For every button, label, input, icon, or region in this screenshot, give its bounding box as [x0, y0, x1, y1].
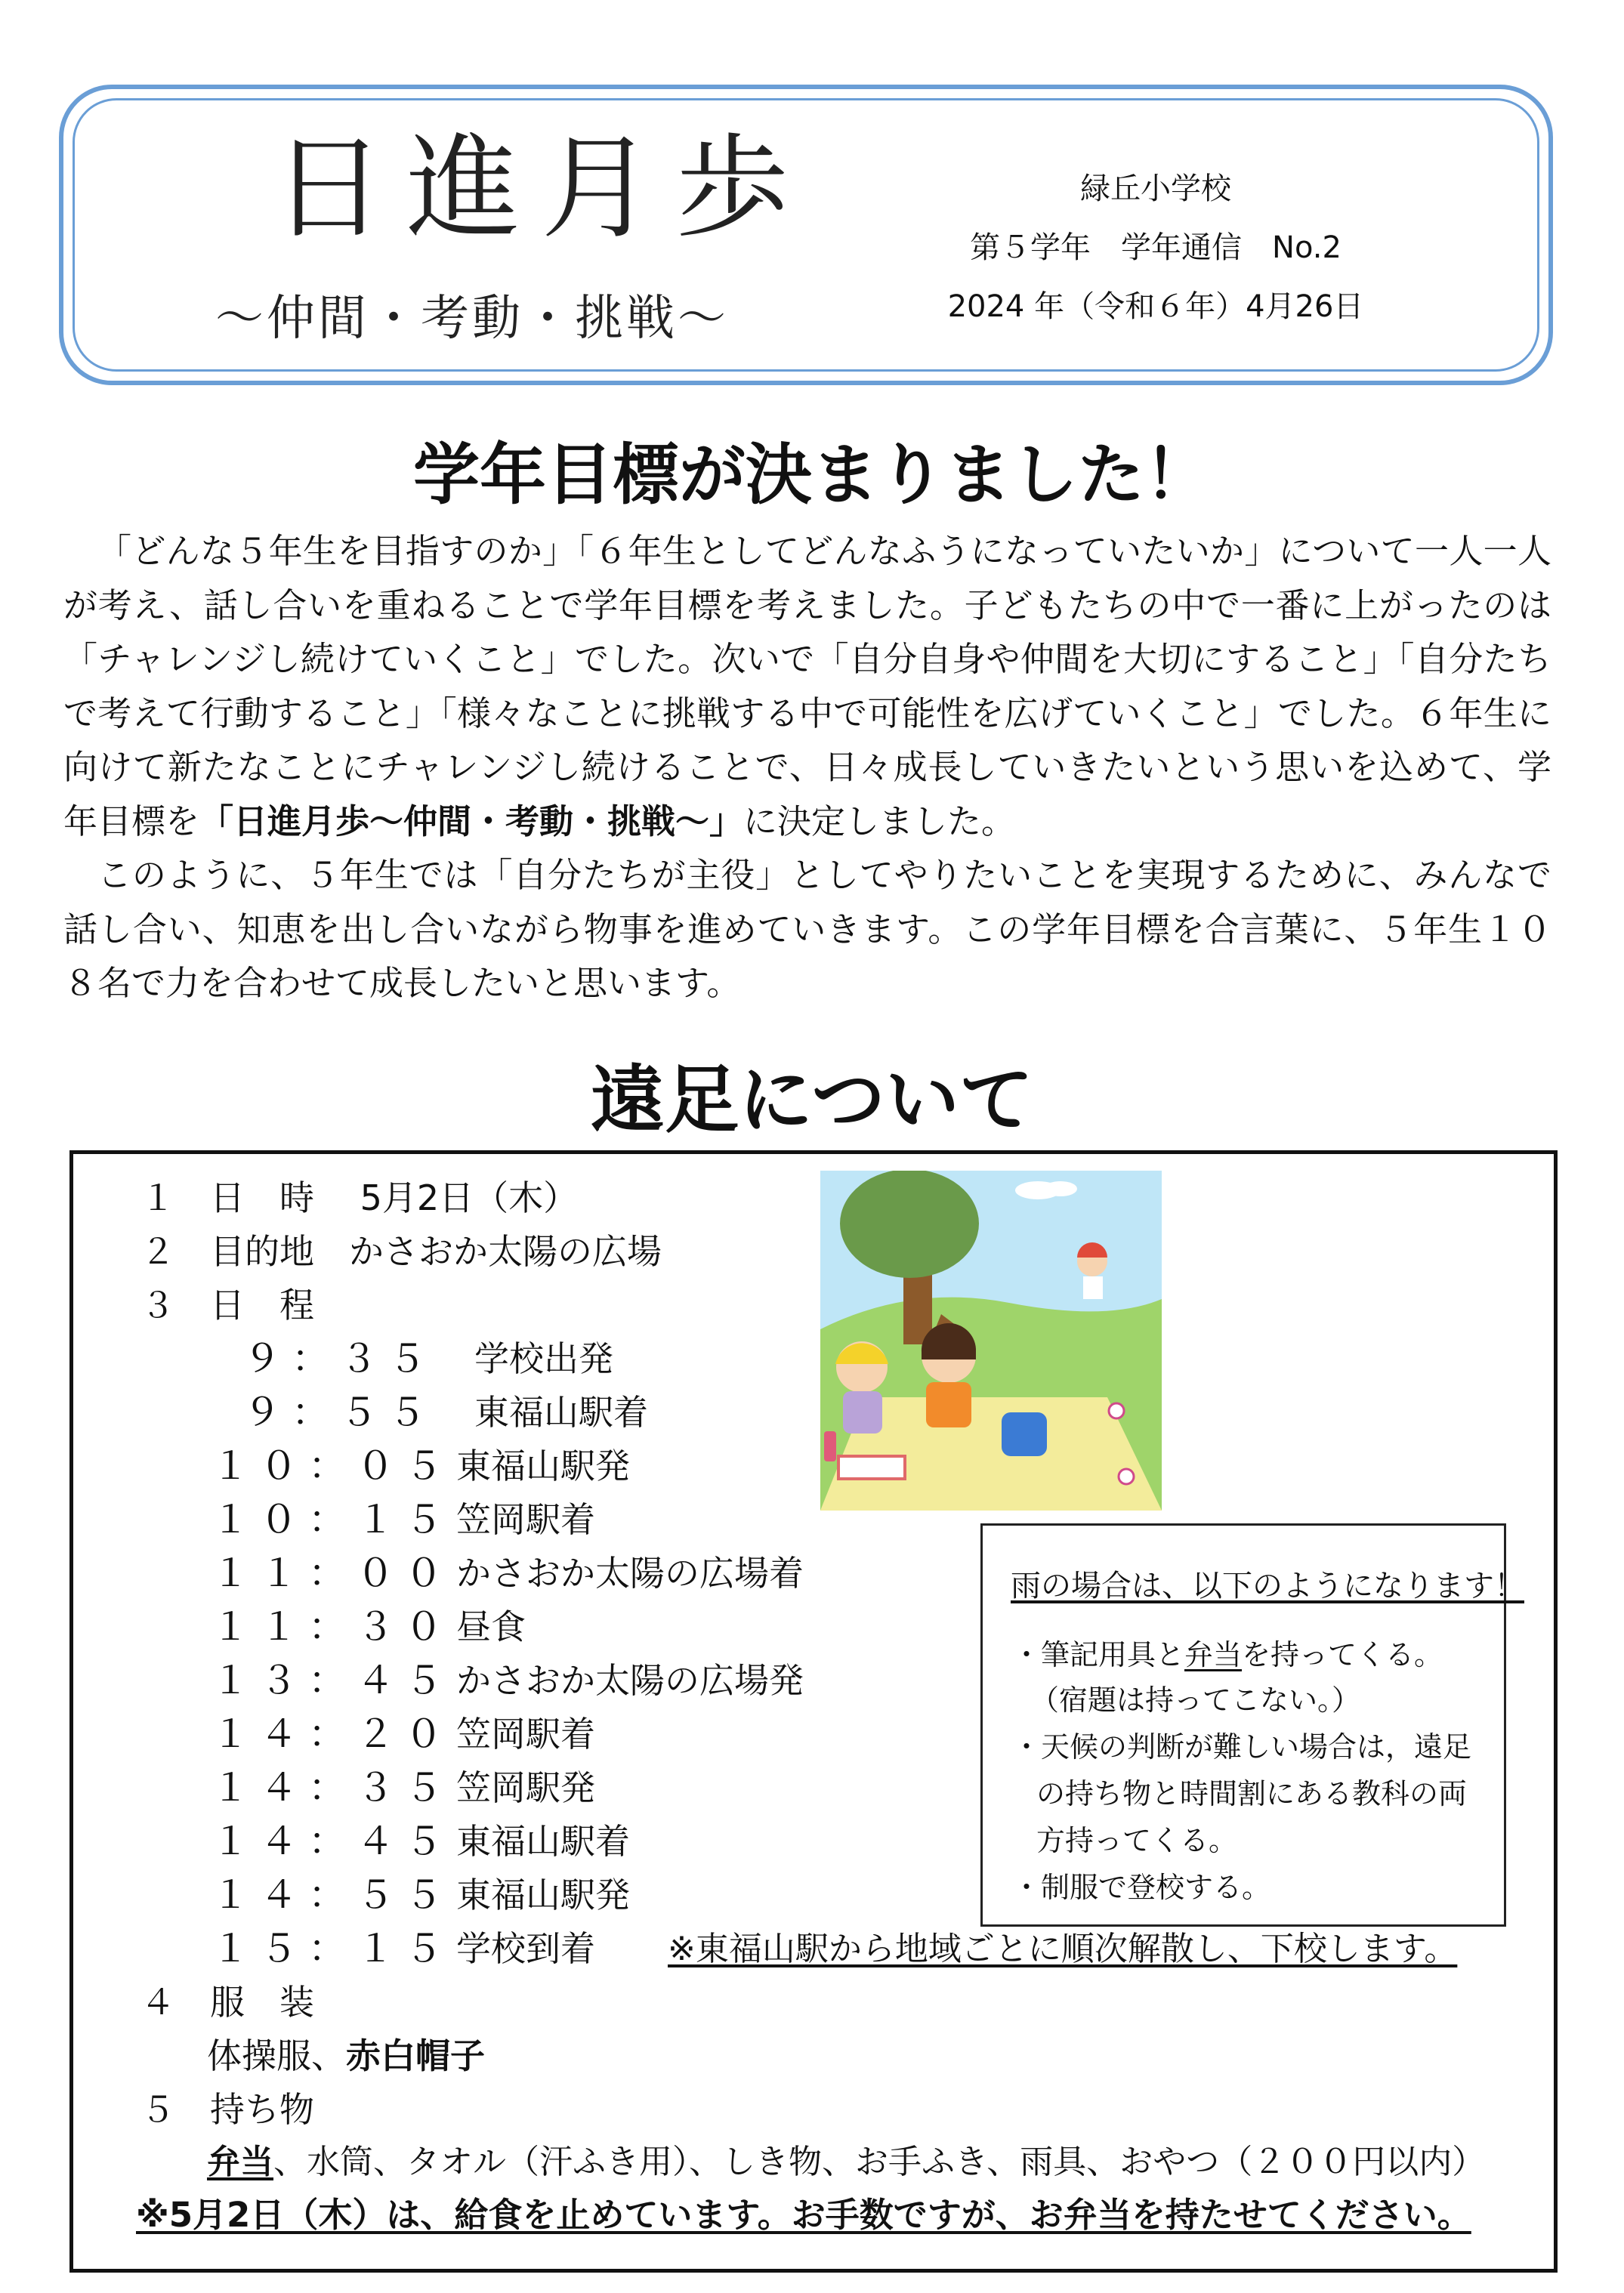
- schedule-time: １４：２０: [211, 1712, 453, 1756]
- schedule-event: かさおか太陽の広場発: [456, 1660, 804, 1701]
- schedule-time: ９：５５: [243, 1390, 437, 1434]
- schedule-time: １４：５５: [211, 1873, 453, 1917]
- schedule-event: 学校到着: [456, 1928, 595, 1969]
- clothing-text: 体操服、: [207, 2035, 346, 2076]
- rain-item-3: ・制服で登校する。: [1012, 1871, 1271, 1904]
- goal-name-bold: 「日進月歩～仲間・考動・挑戦～」: [199, 801, 744, 841]
- schedule-event: 東福山駅着: [456, 1821, 630, 1862]
- items-bento: 弁当: [207, 2143, 273, 2181]
- goal-heading: 学年目標が決まりました！: [412, 436, 1211, 514]
- schedule-event: 笠岡駅着: [456, 1499, 595, 1540]
- rain-item-1-bento: 弁当: [1184, 1638, 1243, 1671]
- schedule-time: １０：０５: [211, 1444, 453, 1488]
- schedule-event: 東福山駅発: [456, 1446, 630, 1486]
- schedule-time: １０：１５: [211, 1498, 453, 1542]
- issue-date: 2024 年（令和６年）4月26日: [947, 289, 1364, 324]
- excursion-heading: 遠足について: [590, 1057, 1034, 1143]
- picnic-illustration: [820, 1171, 1162, 1511]
- schedule-time: １４：３５: [211, 1766, 453, 1810]
- excursion-destination: ２ 目的地 かさおか太陽の広場: [140, 1231, 662, 1272]
- rain-item-1-c: を持ってくる。: [1242, 1638, 1443, 1671]
- excursion-date: １ 日 時 5月2日（木）: [140, 1177, 579, 1218]
- schedule-event: かさおか太陽の広場着: [456, 1553, 804, 1594]
- schedule-event: 昼食: [456, 1606, 526, 1647]
- schedule-event: 笠岡駅発: [456, 1767, 595, 1808]
- rain-item-1: [1012, 1640, 1443, 1669]
- rain-item-1-a: ・筆記用具と: [1012, 1638, 1185, 1671]
- school-name: 緑丘小学校: [1080, 171, 1231, 206]
- clothing-cap: 赤白帽子: [346, 2035, 485, 2076]
- goal-paragraph-2: このように、５年生では「自分たちが主役」としてやりたいことを実現するために、みんなで話し合い、知恵を出し合いながら物事を進めていきます。この学年目標を合言葉に、５年生１０８名で力を合わせて成長したいと思います。: [63, 855, 1551, 1003]
- schedule-time: ９：３５: [243, 1337, 437, 1381]
- dismissal-note: ※東福山駅から地域ごとに順次解散し、下校します。: [668, 1930, 1458, 1968]
- goal-paragraph-1-text: 「どんな５年生を目指すのか」「６年生としてどんなふうになっていたいか」について一人一人が考え、話し合いを重ねることで学年目標を考えました。子どもたちの中で一番に上がったのは「チャレンジし続けていくこと」でした。次いで「自分自身や仲間を大切にすること」「自分たちで考えて行動すること」「様々なことに挑戦する中で可能性を広げていくこと」でした。６年生に向けて新たなことにチャレンジし続けることで、日々成長していきたいという思いを込めて、学年目標を: [63, 531, 1551, 841]
- schedule-time: １５：１５: [211, 1927, 453, 1970]
- school-info: [944, 171, 1367, 350]
- schedule-time: １３：４５: [211, 1659, 453, 1702]
- rain-title: 雨の場合は、以下のようになります！: [1011, 1569, 1524, 1603]
- rain-item-2-line-2: の持ち物と時間割にある教科の両: [1036, 1777, 1468, 1810]
- items-list: [207, 2143, 1486, 2181]
- rain-item-1-note: （宿題は持ってこない。）: [1030, 1683, 1361, 1717]
- newsletter-subtitle: ～仲間・考動・挑戦～: [215, 291, 729, 347]
- schedule-time: １１：００: [211, 1551, 453, 1595]
- goal-paragraph-1-end: に決定しました。: [743, 801, 1016, 841]
- items-label: ５ 持ち物: [140, 2089, 314, 2130]
- schedule-event: 学校出発: [474, 1338, 613, 1379]
- goal-text: [63, 524, 1551, 1011]
- schedule-time: １４：４５: [211, 1819, 453, 1863]
- rain-item-2-line-3: 方持ってくる。: [1036, 1824, 1238, 1857]
- issue-number: 第５学年 学年通信 No.2: [970, 230, 1341, 265]
- newsletter-title: 日進月歩: [272, 123, 810, 255]
- items-rest: 、水筒、タオル（汗ふき用）、しき物、お手ふき、雨具、おやつ（２００円以内）: [273, 2143, 1486, 2181]
- rain-item-2-line-1: ・天候の判断が難しい場合は，遠足: [1012, 1730, 1472, 1764]
- goal-paragraph-1: [63, 524, 1551, 848]
- schedule-time: １１：３０: [211, 1605, 453, 1649]
- lunch-note: ※5月2日（木）は、給食を止めています。お手数ですが、お弁当を持たせてください。: [136, 2195, 1471, 2235]
- schedule-label: ３ 日 程: [140, 1285, 314, 1325]
- schedule-event: 笠岡駅着: [456, 1714, 595, 1754]
- schedule-event: 東福山駅着: [474, 1392, 648, 1433]
- clothing-label: ４ 服 装: [140, 1982, 314, 2023]
- schedule-event: 東福山駅発: [456, 1875, 630, 1915]
- clothing-details: [207, 2035, 485, 2076]
